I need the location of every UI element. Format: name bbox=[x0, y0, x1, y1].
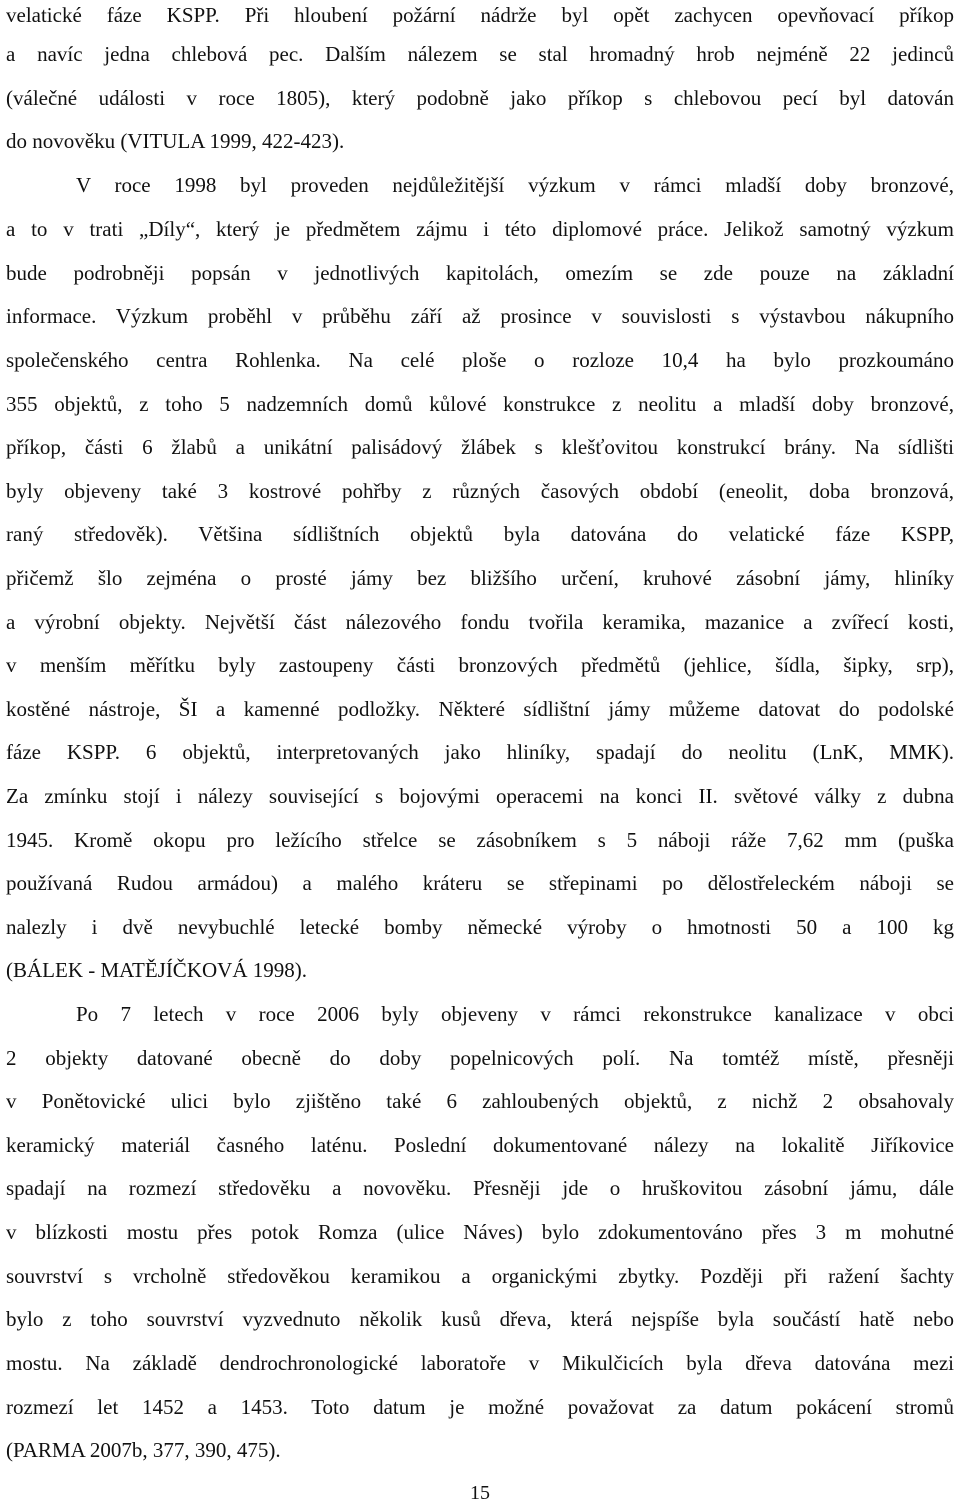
text-line: 2 objekty datované obecně do doby popelnicových polí. Na tomtéž místě, přesněji bbox=[6, 1046, 954, 1070]
text-line: informace. Výzkum proběhl v průběhu září až prosince v souvislosti s výstavbou nákupního bbox=[6, 304, 954, 328]
text-line: rozmezí let 1452 a 1453. Toto datum je možné považovat za datum pokácení stromů bbox=[6, 1395, 954, 1419]
page-number: 15 bbox=[470, 1482, 490, 1504]
text-line: keramický materiál časného laténu. Poslední dokumentované nálezy na lokalitě Jiříkovice bbox=[6, 1133, 954, 1157]
text-line: bude podrobněji popsán v jednotlivých kapitolách, omezím se zde pouze na základní bbox=[6, 261, 954, 285]
text-line: raný středověk). Většina sídlištních objektů byla datována do velatické fáze KSPP, bbox=[6, 522, 954, 546]
text-line: nalezly i dvě nevybuchlé letecké bomby německé výroby o hmotnosti 50 a 100 kg bbox=[6, 915, 954, 939]
text-line: a to v trati „Díly“, který je předmětem zájmu i této diplomové práce. Jelikož samotný výzkum bbox=[6, 217, 954, 241]
text-line: Po 7 letech v roce 2006 byly objeveny v rámci rekonstrukce kanalizace v obci bbox=[76, 1002, 954, 1026]
text-line: a navíc jedna chlebová pec. Dalším nálezem se stal hromadný hrob nejméně 22 jedinců bbox=[6, 42, 954, 66]
text-line: fáze KSPP. 6 objektů, interpretovaných jako hliníky, spadají do neolitu (LnK, MMK). bbox=[6, 740, 954, 764]
text-line: (PARMA 2007b, 377, 390, 475). bbox=[6, 1438, 281, 1462]
text-line: společenského centra Rohlenka. Na celé ploše o rozloze 10,4 ha bylo prozkoumáno bbox=[6, 348, 954, 372]
text-line: (BÁLEK - MATĚJÍČKOVÁ 1998). bbox=[6, 958, 307, 982]
text-line: V roce 1998 byl proveden nejdůležitější výzkum v rámci mladší doby bronzové, bbox=[76, 173, 954, 197]
text-line: spadají na rozmezí středověku a novověku. Přesněji jde o hruškovitou zásobní jámu, dále bbox=[6, 1176, 954, 1200]
text-line: používaná Rudou armádou) a malého kráteru se střepinami po dělostřeleckém náboji se bbox=[6, 871, 954, 895]
text-line: a výrobní objekty. Největší část nálezového fondu tvořila keramika, mazanice a zvířecí kosti, bbox=[6, 610, 954, 634]
text-line: v Ponětovické ulici bylo zjištěno také 6 zahloubených objektů, z nichž 2 obsahovaly bbox=[6, 1089, 954, 1113]
text-line: kostěné nástroje, ŠI a kamenné podložky. Některé sídlištní jámy můžeme datovat do podolské bbox=[6, 697, 954, 721]
text-line: Za zmínku stojí i nálezy související s bojovými operacemi na konci II. světové války z dubna bbox=[6, 784, 954, 808]
text-line: 355 objektů, z toho 5 nadzemních domů kůlové konstrukce z neolitu a mladší doby bronzové, bbox=[6, 392, 954, 416]
text-line: přičemž šlo zejména o prosté jámy bez bližšího určení, kruhové zásobní jámy, hliníky bbox=[6, 566, 954, 590]
text-line: byly objeveny také 3 kostrové pohřby z různých časových období (eneolit, doba bronzová, bbox=[6, 479, 954, 503]
text-line: velatické fáze KSPP. Při hloubení požární nádrže byl opět zachycen opevňovací příkop bbox=[6, 3, 954, 27]
text-line: souvrství s vrcholně středověkou keramikou a organickými zbytky. Později při ražení šachty bbox=[6, 1264, 954, 1288]
text-line: 1945. Kromě okopu pro ležícího střelce se zásobníkem s 5 náboji ráže 7,62 mm (puška bbox=[6, 828, 954, 852]
text-line: do novověku (VITULA 1999, 422-423). bbox=[6, 129, 345, 153]
text-line: příkop, části 6 žlabů a unikátní palisádový žlábek s klešťovitou konstrukcí brány. Na sídlišti bbox=[6, 435, 954, 459]
text-line: bylo z toho souvrství vyzvednuto několik kusů dřeva, která nejspíše byla součástí hatě nebo bbox=[6, 1307, 954, 1331]
text-line: v menším měřítku byly zastoupeny části bronzových předmětů (jehlice, šídla, šipky, srp), bbox=[6, 653, 954, 677]
text-line: v blízkosti mostu přes potok Romza (ulice Náves) bylo zdokumentováno přes 3 m mohutné bbox=[6, 1220, 954, 1244]
text-line: (válečné události v roce 1805), který podobně jako příkop s chlebovou pecí byl datován bbox=[6, 86, 954, 110]
text-line: mostu. Na základě dendrochronologické laboratoře v Mikulčicích byla dřeva datována mezi bbox=[6, 1351, 954, 1375]
